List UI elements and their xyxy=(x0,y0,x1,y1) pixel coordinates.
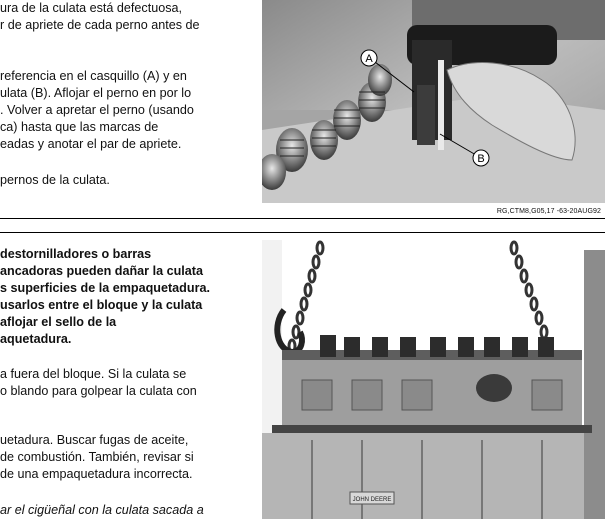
text-line: a fuera del bloque. Si la culata se xyxy=(0,367,187,381)
text-line: pernos de la culata. xyxy=(0,173,110,187)
text-line: ulata (B). Aflojar el perno en por lo xyxy=(0,86,192,100)
valve-springs-row xyxy=(320,335,554,357)
callout-b-label: B xyxy=(477,153,485,165)
text-line: o blando para golpear la culata con xyxy=(0,384,197,398)
warning-line: ancadoras pueden dañar la culata xyxy=(0,264,203,278)
warning-line: aflojar el sello de la xyxy=(0,315,117,329)
text-line: ura de la culata está defectuosa, xyxy=(0,1,183,15)
photo-torque-wrench-illustration xyxy=(262,0,605,203)
photo-engine-hoist-illustration xyxy=(262,240,605,519)
text-line: . Volver a apretar el perno (usando xyxy=(0,103,194,117)
warning-line: usarlos entre el bloque y la culata xyxy=(0,298,203,312)
section-divider xyxy=(0,218,605,219)
warning-line: destornilladores o barras xyxy=(0,247,152,261)
warning-line: aquetadura. xyxy=(0,332,72,346)
text-line: ca) hasta que las marcas de xyxy=(0,120,159,134)
photo-torque-wrench xyxy=(262,0,605,203)
callout-a-label: A xyxy=(365,53,373,65)
text-line: referencia en el casquillo (A) y en xyxy=(0,69,187,83)
text-line: de combustión. También, revisar si xyxy=(0,450,194,464)
text-line: eadas y anotar el par de apriete. xyxy=(0,137,182,151)
text-line: uetadura. Buscar fugas de aceite, xyxy=(0,433,189,447)
section-divider xyxy=(0,232,605,233)
text-line: de una empaquetadura incorrecta. xyxy=(0,467,193,481)
warning-line: s superficies de la empaquetadura. xyxy=(0,281,210,295)
italic-note: ar el cigüeñal con la culata sacada a xyxy=(0,503,204,517)
photo-engine-hoist xyxy=(262,240,605,519)
engine-label: JOHN DEERE xyxy=(352,497,392,503)
text-line: r de apriete de cada perno antes de xyxy=(0,18,200,32)
figure-caption: RG,CTM8,G05,17 -63-20AUG92 xyxy=(496,208,601,215)
